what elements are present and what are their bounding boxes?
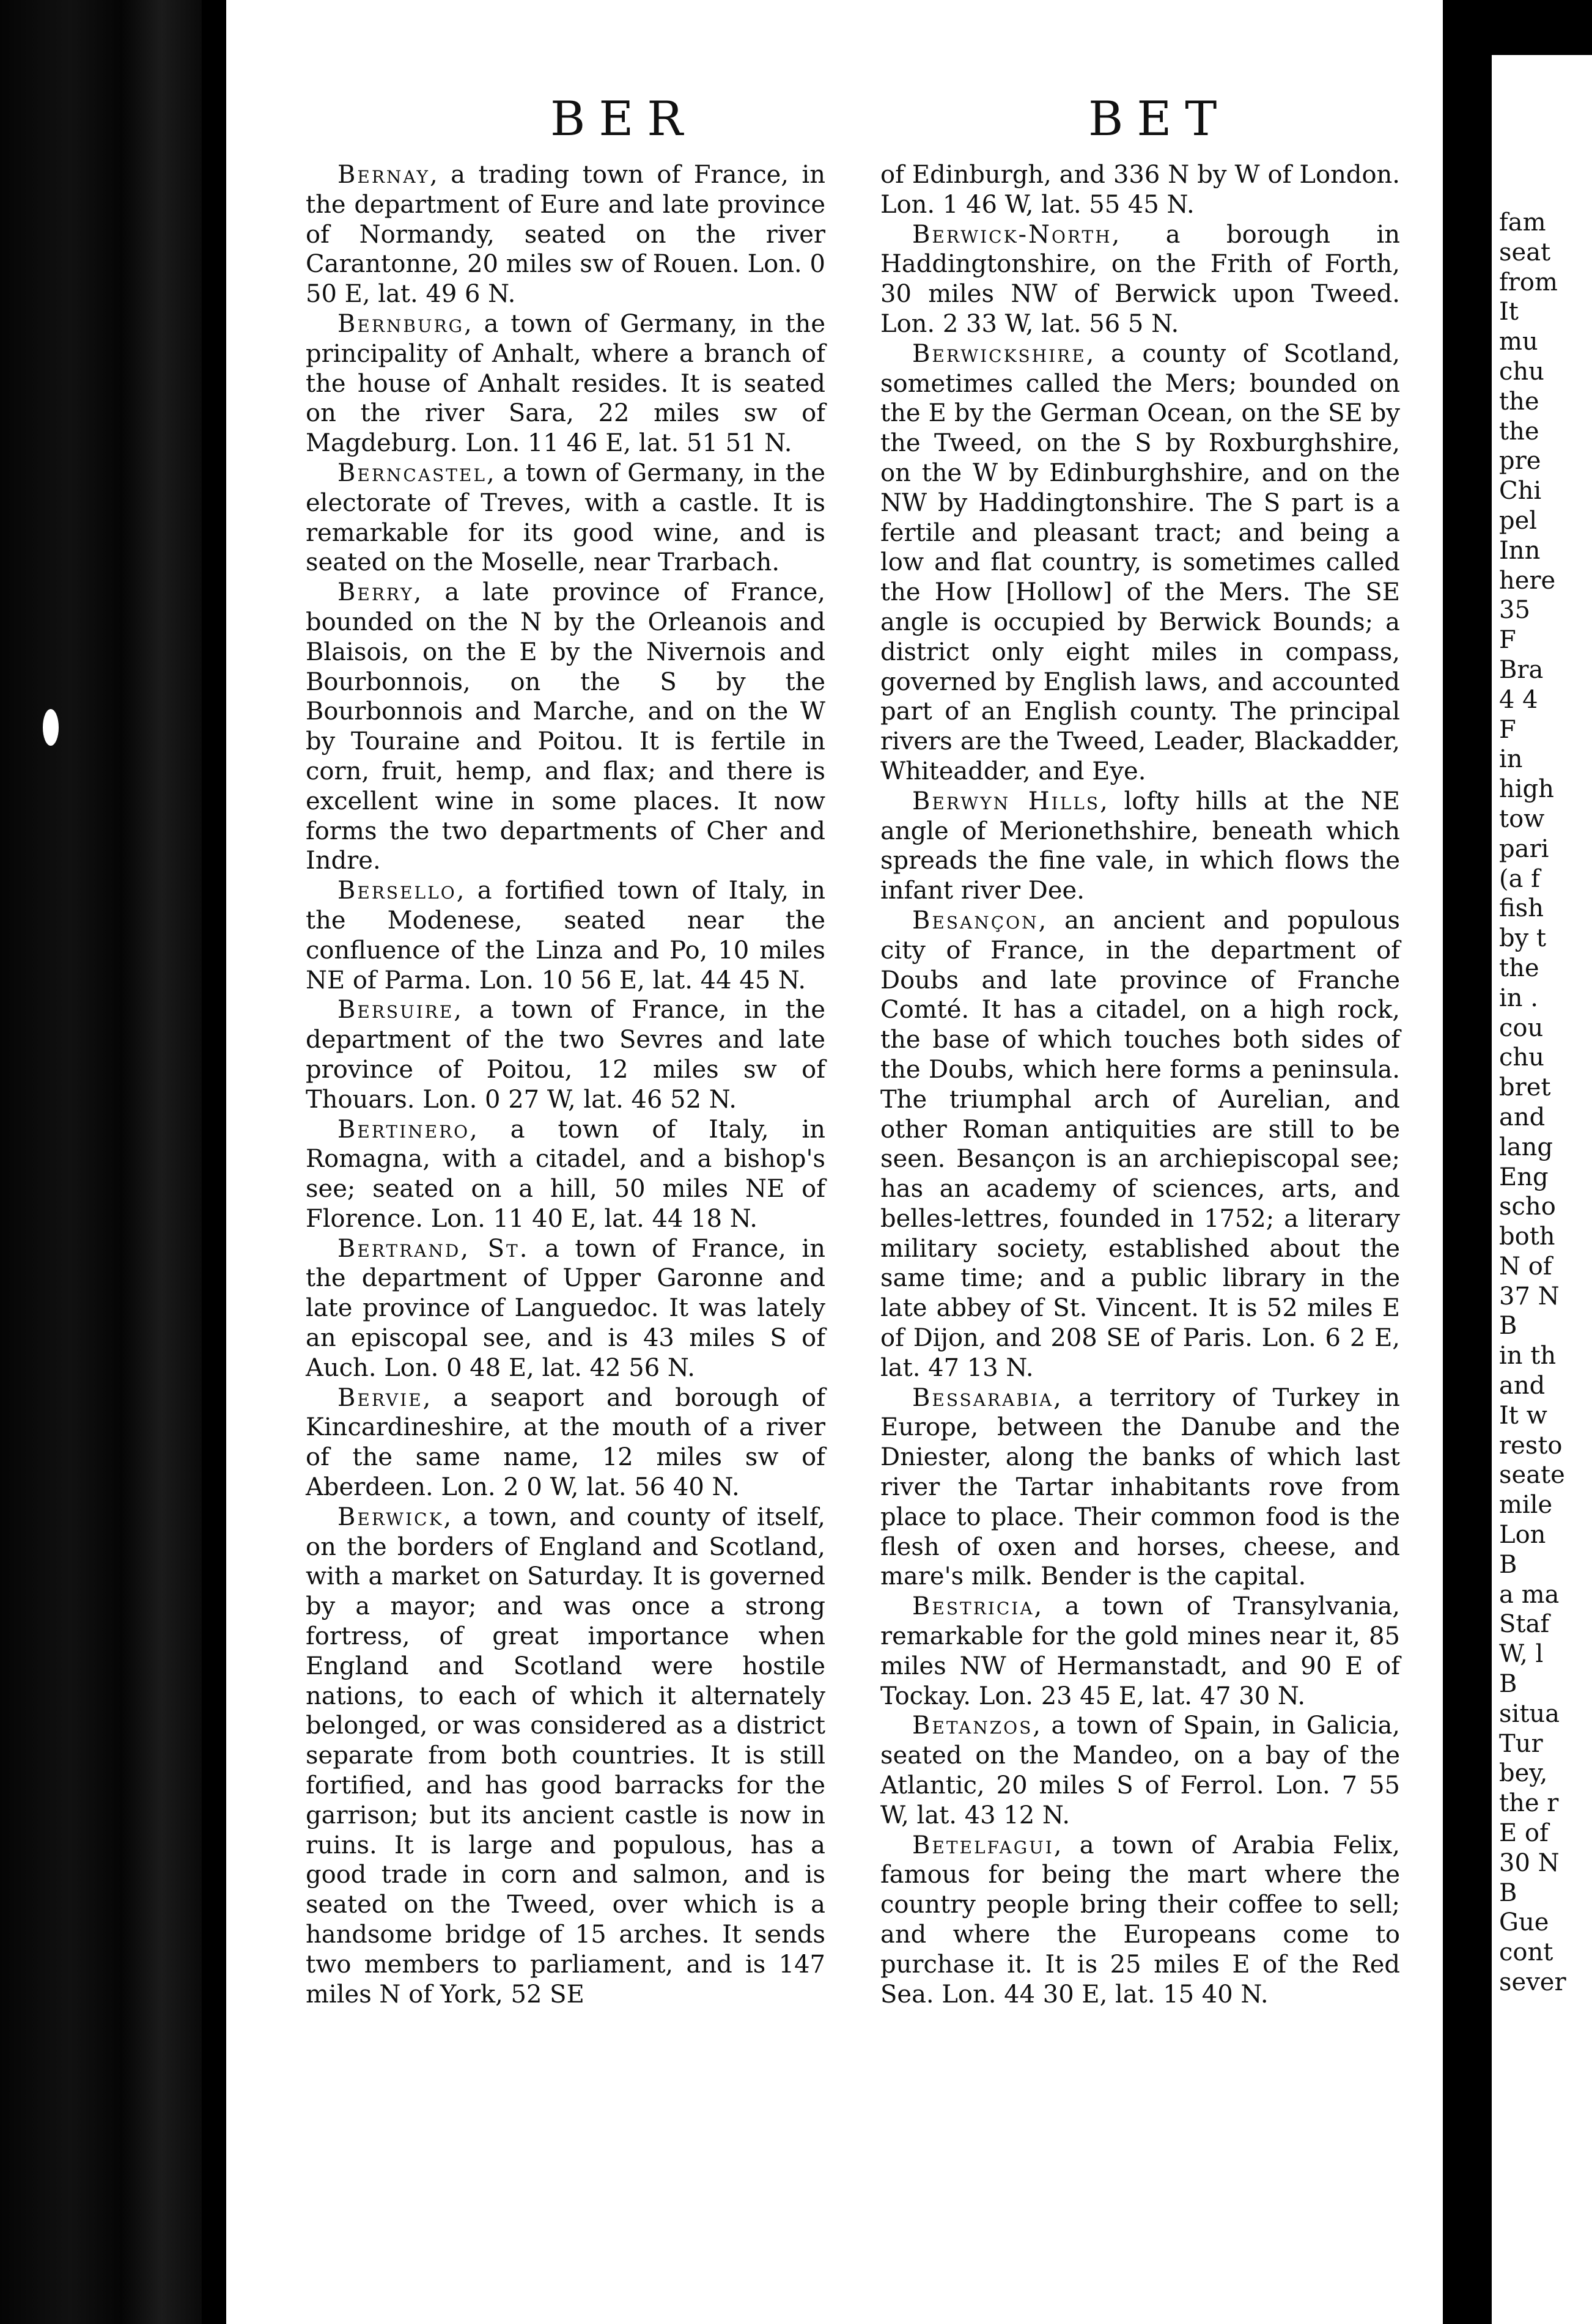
entry (306, 458, 825, 578)
entry (306, 1115, 825, 1234)
book-binding-edge (0, 0, 202, 2324)
next-page-fragment: Inn (1499, 536, 1541, 565)
next-page-fragment: the r (1499, 1789, 1559, 1818)
next-page-fragment: Chi (1499, 477, 1542, 506)
entry-headword: Bersuire (337, 996, 454, 1024)
entry-headword: Bersello (337, 877, 457, 905)
next-page-fragment: Lon (1499, 1521, 1546, 1550)
right-column (880, 160, 1400, 2009)
entry-headword: Betanzos (912, 1712, 1033, 1740)
next-page-fragment: mile (1499, 1491, 1553, 1520)
next-page-fragment: situa (1499, 1699, 1560, 1728)
entry-headword: Berry (337, 578, 414, 607)
next-page-fragment: B (1499, 1670, 1517, 1699)
next-page-fragment: chu (1499, 357, 1544, 386)
left-column (306, 160, 825, 2009)
next-page-fragment: It w (1499, 1401, 1547, 1430)
next-page-fragment: pel (1499, 506, 1538, 535)
next-page-fragment: mu (1499, 328, 1538, 356)
next-page-fragment: here (1499, 566, 1556, 595)
entry-headword: Bernburg (337, 309, 465, 338)
next-page-fragment: seate (1499, 1461, 1565, 1490)
entry (880, 787, 1400, 906)
next-page-fragment: Bra (1499, 655, 1544, 684)
running-head-left: BER (550, 92, 696, 147)
next-page-fragment: B (1499, 1878, 1517, 1907)
entry (306, 578, 825, 876)
next-page-fragment: fish (1499, 894, 1544, 923)
entry (880, 339, 1400, 787)
entry (880, 1592, 1400, 1711)
next-page-fragment: Eng (1499, 1163, 1549, 1191)
next-page-fragment: 4 4 (1499, 685, 1538, 714)
entry (880, 220, 1400, 339)
entry-headword: Betelfagui (912, 1831, 1054, 1859)
entry-text: , a town of Spain, in Galicia, seated on the Mandeo, on a bay of the Atlantic, 20 miles S of Ferrol. Lon. 7 55 W, lat. 43 12 N. (880, 1712, 1400, 1829)
next-page-edge (1492, 55, 1592, 2324)
entry-text: , a town of France, in the department of the two Sevres and late province of Poitou, 12 miles sw of Thouars. Lon. 0 27 W, lat. 46 52 N. (306, 996, 825, 1114)
entry-headword: Bervie (337, 1383, 423, 1412)
entry-headword: Berwick-North (912, 220, 1112, 249)
entry-text: , a town of Arabia Felix, famous for being the mart where the country people bring their coffee to sell; and where the Europeans come to purchase it. It is 25 miles E of the Red Sea. Lon. 44 30 E, lat. 15 40 N. (880, 1831, 1400, 2009)
next-page-fragment: by t (1499, 924, 1546, 953)
entry-text: , a borough in Haddingtonshire, on the Frith of Forth, 30 miles NW of Berwick upon Tweed. Lon. 2 33 W, lat. 56 5 N. (880, 220, 1400, 338)
next-page-fragment: scho (1499, 1193, 1556, 1221)
entry-text: , a town of Italy, in Romagna, with a citadel, and a bishop's see; seated on a hill, 50 miles NE of Florence. Lon. 11 40 E, lat. 44 18 N. (306, 1115, 825, 1233)
entry-text: , a seaport and borough of Kincardineshire, at the mouth of a river of the same name, 12 miles sw of Aberdeen. Lon. 2 0 W, lat. 56 40 N. (306, 1383, 825, 1502)
next-page-fragment: pre (1499, 447, 1541, 476)
entry-text: , a late province of France, bounded on the N by the Orleanois and Blaisois, on the E by the Nivernois and Bourbonnois, on the S by the Bourbonnois and Marche, and on the W by Touraine and Poitou. It is fertile in corn, fruit, hemp, and flax; and there is excellent wine in some places. It now forms the two departments of Cher and Indre. (306, 578, 825, 875)
entry-text: of Edinburgh, and 336 N by W of London. Lon. 1 46 W, lat. 55 45 N. (880, 161, 1400, 219)
next-page-fragment: in th (1499, 1342, 1557, 1370)
entry-text: , a town of Transylvania, remarkable for the gold mines near it, 85 miles NW of Hermanstadt, and 90 E of Tockay. Lon. 23 45 E, lat. 47 30 N. (880, 1592, 1400, 1710)
next-page-fragment: the (1499, 954, 1539, 982)
next-page-fragment: N of (1499, 1252, 1552, 1281)
next-page-fragment: the (1499, 387, 1539, 416)
entry-text: , a fortified town of Italy, in the Modenese, seated near the confluence of the Linza and Po, 10 miles NE of Parma. Lon. 10 56 E, lat. 44 45 N. (306, 877, 825, 995)
next-page-fragment: the (1499, 417, 1539, 446)
entry-text: , a trading town of France, in the department of Eure and late province of Normandy, seated on the river Carantonne, 20 miles sw of Rouen. Lon. 0 50 E, lat. 49 6 N. (306, 161, 825, 309)
next-page-fragment: F (1499, 626, 1516, 655)
next-page-fragment: F (1499, 715, 1516, 744)
next-page-fragment: both (1499, 1223, 1555, 1251)
next-page-fragment: high (1499, 775, 1554, 804)
entry-headword: Bernay (337, 161, 430, 189)
next-page-fragment: (a f (1499, 864, 1540, 893)
entry (306, 160, 825, 309)
paper-blot (43, 709, 59, 746)
entry-continuation (880, 160, 1400, 220)
entry-headword: Besançon (912, 906, 1039, 935)
next-page-fragment: fam (1499, 208, 1546, 237)
entry-headword: Berncastel (337, 458, 487, 487)
entry-headword: Bertinero (337, 1115, 470, 1144)
entry-text: a town of France, in the department of Upper Garonne and late province of Languedoc. It was lately an episcopal see, and is 43 miles S of Auch. Lon. 0 48 E, lat. 42 56 N. (306, 1234, 826, 1382)
next-page-fragment: B (1499, 1550, 1517, 1579)
next-page-fragment: in . (1499, 984, 1538, 1012)
next-page-fragment: bey, (1499, 1759, 1548, 1788)
next-page-fragment: pari (1499, 834, 1549, 863)
next-page-fragment: Tur (1499, 1729, 1543, 1758)
next-page-fragment: cont (1499, 1938, 1553, 1967)
entry (880, 906, 1400, 1383)
entry-headword: Berwickshire (912, 339, 1086, 368)
entry (306, 1502, 825, 2010)
next-page-fragment: B (1499, 1312, 1517, 1340)
next-page-fragment: in (1499, 745, 1523, 774)
entry (306, 995, 825, 1114)
entry-text: , lofty hills at the NE angle of Merionethshire, beneath which spreads the fine vale, in which flows the infant river Dee. (880, 787, 1401, 905)
next-page-fragment: cou (1499, 1013, 1544, 1042)
next-page-fragment: seat (1499, 238, 1551, 267)
next-page-fragment: 37 N (1499, 1282, 1560, 1311)
entry-headword: Bessarabia (912, 1383, 1054, 1412)
next-page-fragment: sever (1499, 1968, 1566, 1997)
entry (306, 1383, 825, 1502)
entry-text: , a town, and county of itself, on the borders of England and Scotland, with a market on Saturday. It is governed by a mayor; and was once a strong fortress, of great importance when England and Scotland were hostile nations, to each of which it alternately belonged, or was considered as a district separate from both countries. It is still fortified, and has good barracks for the garrison; but its ancient castle is now in ruins. It is large and populous, has a good trade in corn and salmon, and is seated on the Tweed, over which is a handsome bridge of 15 arches. It sends two members to parliament, and is 147 miles N of York, 52 SE (306, 1502, 825, 2009)
next-page-fragment: and (1499, 1103, 1546, 1131)
entry (880, 1383, 1400, 1592)
next-page-fragments (1499, 208, 1590, 1998)
next-page-fragment: bret (1499, 1073, 1551, 1102)
entry-headword: Bestricia (912, 1592, 1034, 1621)
page-gutter (1443, 0, 1492, 2324)
next-page-fragment: Gue (1499, 1908, 1549, 1937)
next-page-fragment: Staf (1499, 1610, 1550, 1639)
entry-headword: Berwick (337, 1502, 444, 1531)
entry (306, 876, 825, 995)
next-page-fragment: tow (1499, 804, 1545, 833)
next-page-fragment: W, l (1499, 1640, 1544, 1669)
next-page-fragment: 30 N (1499, 1848, 1560, 1877)
entry (306, 309, 825, 458)
entry-text: , a town of Germany, in the electorate of Treves, with a castle. It is remarkable for its good wine, and is seated on the Moselle, near Trarbach. (306, 458, 825, 577)
entry-headword: Bertrand, St. (337, 1234, 529, 1263)
next-page-fragment: 35 (1499, 596, 1530, 625)
entry-text: , an ancient and populous city of France, in the department of Doubs and late province of Franche Comté. It has a citadel, on a high rock, the base of which touches both sides of the Doubs, which here forms a peninsula. The triumphal arch of Aurelian, and other Roman antiquities are still to be seen. Besançon is an archiepiscopal see; has an academy of sciences, arts, and belles-lettres, founded in 1752; a literary military society, established about the same time; and a public library in the late abbey of St. Vincent. It is 52 miles E of Dijon, and 208 SE of Paris. Lon. 6 2 E, lat. 47 13 N. (880, 906, 1400, 1382)
entry (880, 1711, 1400, 1830)
entry-headword: Berwyn Hills (912, 787, 1100, 815)
next-page-fragment: E of (1499, 1819, 1549, 1848)
next-page-fragment: a ma (1499, 1580, 1560, 1609)
entry (306, 1234, 825, 1383)
next-page-fragment: and (1499, 1372, 1546, 1400)
next-page-fragment: chu (1499, 1043, 1544, 1072)
next-page-fragment: resto (1499, 1431, 1563, 1460)
next-page-fragment: from (1499, 268, 1558, 296)
next-page-fragment: It (1499, 298, 1519, 326)
entry-text: , a county of Scotland, sometimes called the Mers; bounded on the E by the German Ocean, on the SE by the Tweed, on the S by Roxburghshire, on the W by Edinburghshire, and on the NW by Haddingtonshire. The S part is a fertile and pleasant tract; and being a low and flat country, is sometimes called the How [Hollow] of the Mers. The SE angle is occupied by Berwick Bounds; a district only eight miles in compass, governed by English laws, and accounted part of an English county. The principal rivers are the Tweed, Leader, Blackadder, Whiteadder, and Eye. (880, 339, 1400, 785)
entry-text: , a town of Germany, in the principality of Anhalt, where a branch of the house of Anhalt resides. It is seated on the river Sara, 22 miles sw of Magdeburg. Lon. 11 46 E, lat. 51 51 N. (306, 309, 825, 458)
next-page-fragment: lang (1499, 1133, 1553, 1161)
running-head-right: BET (1088, 92, 1231, 147)
entry (880, 1831, 1400, 2010)
entry-text: , a territory of Turkey in Europe, between the Danube and the Dniester, along the banks of which last river the Tartar inhabitants rove from place to place. Their common food is the flesh of oxen and horses, cheese, and mare's milk. Bender is the capital. (880, 1383, 1400, 1591)
